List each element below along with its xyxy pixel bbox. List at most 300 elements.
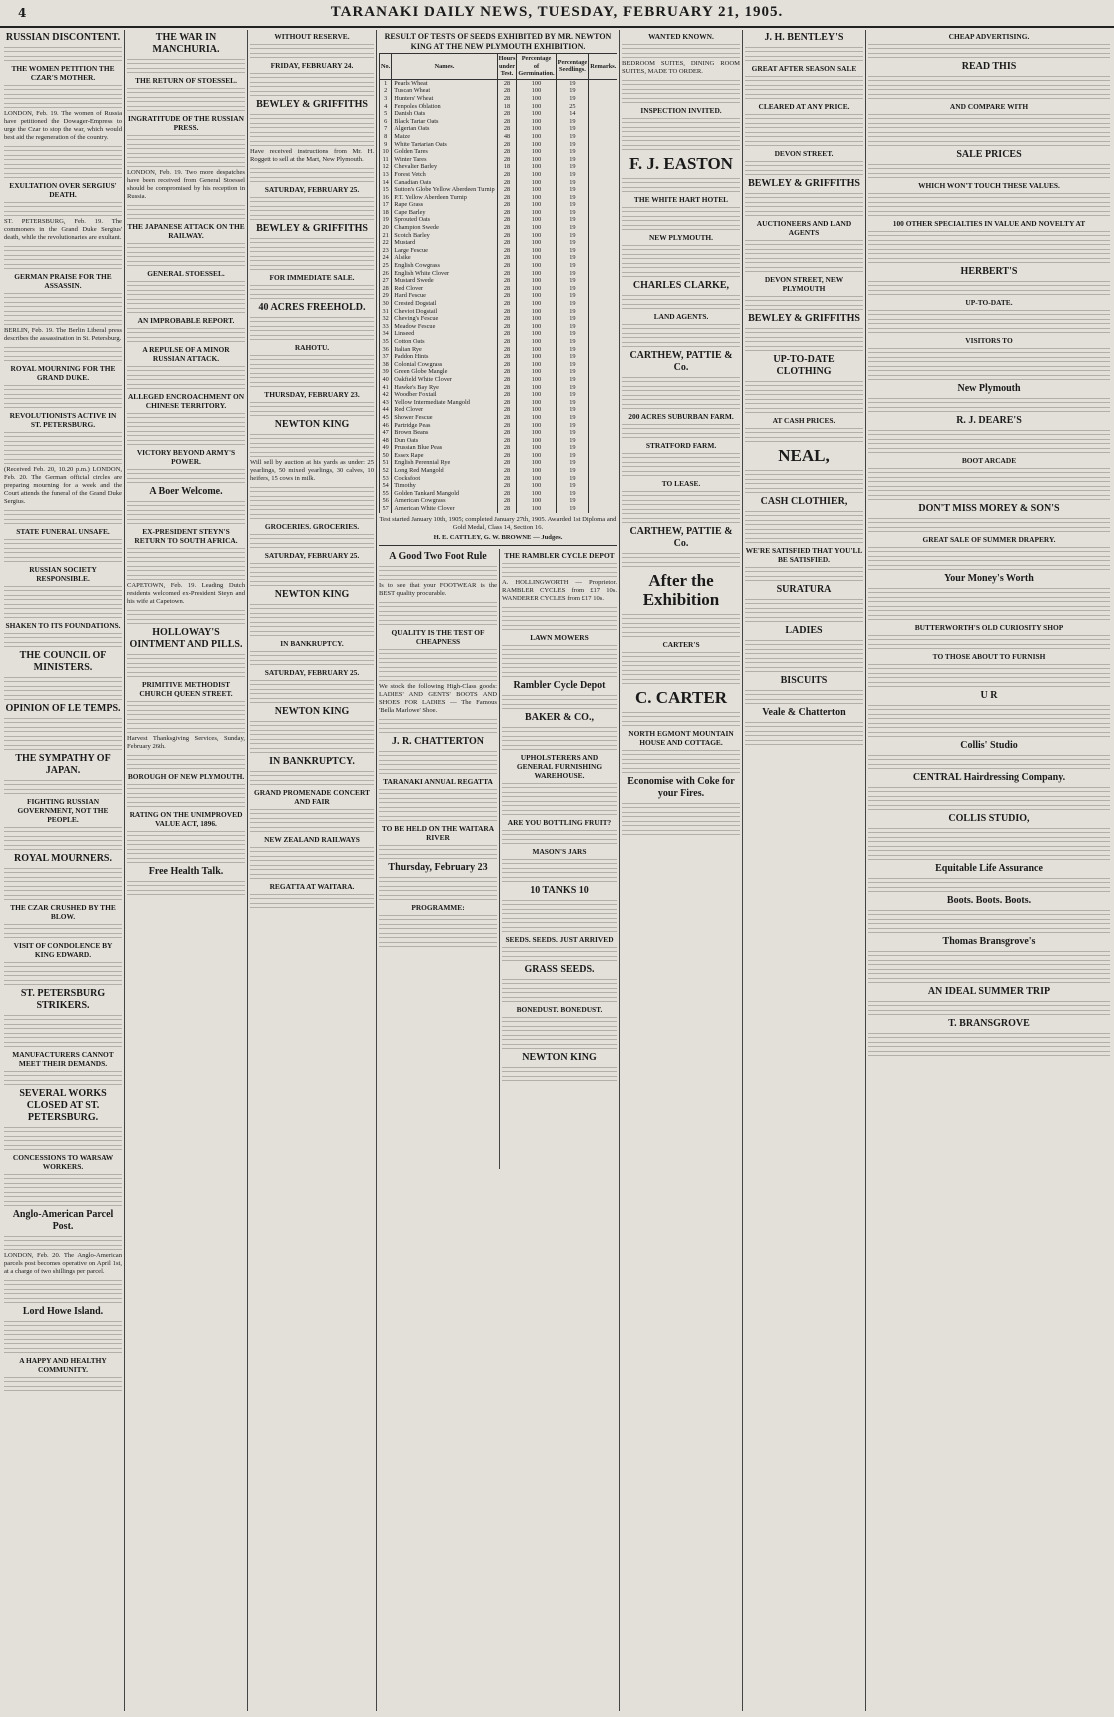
print-texture [127,508,245,516]
table-cell: 28 [497,346,517,354]
table-cell: 19 [380,216,392,224]
subheading: THE RETURN OF STOESSEL. [135,76,237,85]
print-texture [250,315,374,323]
print-texture [502,702,617,710]
table-cell [589,141,617,149]
table-cell [589,118,617,126]
table-cell: Crested Dogstail [392,300,497,308]
column-5 [502,549,617,1083]
print-texture [127,661,245,669]
column-rule [865,30,866,1711]
print-texture [250,441,374,449]
column-rule [742,30,743,1711]
column-rule [247,30,248,1711]
table-cell: 28 [497,148,517,156]
table-cell: 100 [517,292,556,300]
table-row [380,239,618,247]
print-texture [745,477,863,485]
print-texture [250,175,374,183]
table-row [380,467,618,475]
print-texture [502,1033,617,1041]
table-cell [589,315,617,323]
print-texture [4,354,122,362]
table-cell: 19 [556,391,589,399]
table-cell: 13 [380,171,392,179]
table-row [380,315,618,323]
print-texture [4,1031,122,1039]
table-cell: 100 [517,103,556,111]
table-row [380,277,618,285]
print-texture [250,901,374,909]
print-texture [4,675,122,683]
table-cell [589,103,617,111]
print-texture [4,162,122,170]
print-texture [745,647,863,655]
table-cell: Long Red Mangold [392,467,497,475]
print-texture [250,737,374,745]
print-texture [745,720,863,728]
table-cell [589,110,617,118]
table-cell: 40 [380,376,392,384]
table-cell: Sutton's Globe Yellow Aberdeen Turnip [392,186,497,194]
table-cell: Yellow Intermediate Mangold [392,399,497,407]
table-cell: 19 [556,505,589,513]
print-texture [502,570,617,578]
print-texture [622,498,740,506]
print-texture [868,917,1110,925]
table-cell: 100 [517,95,556,103]
table-cell: 100 [517,194,556,202]
print-texture [868,1049,1110,1057]
headline: HOLLOWAY'S OINTMENT AND PILLS. [129,627,243,650]
subheading: LAND AGENTS. [653,312,709,321]
print-texture [127,66,245,74]
print-texture [868,83,1110,91]
table-row [380,391,618,399]
subheading: WANTED KNOWN. [648,32,714,41]
subheading: THE WOMEN PETITION THE CZAR'S MOTHER. [11,64,115,82]
table-cell [589,376,617,384]
table-row [380,118,618,126]
print-texture [502,790,617,798]
print-texture [622,668,740,676]
print-texture [868,326,1110,334]
headline: OPINION OF LE TEMPS. [5,703,121,714]
print-texture [868,247,1110,255]
subheading: BOOT ARCADE [961,456,1017,465]
print-texture [622,460,740,468]
table-row [380,79,618,87]
table-cell: Shower Fescue [392,414,497,422]
print-texture [502,661,617,669]
table-cell: 100 [517,346,556,354]
print-texture [250,485,374,493]
headline: DON'T MISS MOREY & SON'S [918,503,1060,514]
table-row [380,505,618,513]
table-cell: 28 [497,79,517,87]
headline: LADIES [785,625,823,636]
print-texture [868,74,1110,82]
print-texture [622,650,740,658]
print-texture [868,730,1110,738]
print-texture [622,819,740,827]
table-cell: Black Tartar Oats [392,118,497,126]
print-texture [127,555,245,563]
print-texture [502,743,617,751]
print-texture [4,1199,122,1207]
subheading: VISITORS TO [965,336,1013,345]
body-text: (Received Feb. 20, 10.20 p.m.) LONDON, Feb. 20. The German official circles are preparing mourning for a week and the Court attends the funeral of the Grand Duke Sergius. [4,466,122,505]
print-texture [745,638,863,646]
table-cell: Paddon Hints [392,353,497,361]
print-texture [868,229,1110,237]
print-texture [250,892,374,900]
table-cell: 100 [517,444,556,452]
print-texture [502,693,617,701]
headline: THE WAR IN MANCHURIA. [152,32,220,55]
print-texture [622,116,740,124]
print-texture [868,200,1110,208]
print-texture [127,279,245,287]
print-texture [622,621,740,629]
print-texture [745,518,863,526]
print-texture [868,976,1110,984]
subheading: NEW ZEALAND RAILWAYS [264,835,360,844]
table-cell: Maize [392,133,497,141]
table-cell: 28 [497,308,517,316]
print-texture [745,168,863,176]
table-cell: 28 [497,232,517,240]
headline: SEVERAL WORKS CLOSED AT ST. PETERSBURG. [19,1088,107,1123]
print-texture [745,92,863,100]
print-texture [250,51,374,59]
table-row [380,323,618,331]
print-texture [868,484,1110,492]
print-texture [868,355,1110,363]
table-cell [589,133,617,141]
table-cell: 5 [380,110,392,118]
table-cell: Large Fescue [392,247,497,255]
seed-table-signatures: H. E. CATTLEY, G. W. BROWNE — Judges. [433,533,563,541]
table-cell: Golden Tares [392,148,497,156]
table-cell [589,361,617,369]
print-texture [622,293,740,301]
print-texture [502,866,617,874]
table-cell [589,239,617,247]
table-body [380,79,618,512]
table-cell: 100 [517,422,556,430]
print-texture [622,507,740,515]
table-cell: 19 [556,186,589,194]
print-texture [127,297,245,305]
print-texture [868,671,1110,679]
table-cell: 27 [380,277,392,285]
table-cell: 28 [497,87,517,95]
print-texture [745,130,863,138]
print-texture [127,499,245,507]
print-texture [4,517,122,525]
print-texture [127,699,245,707]
print-texture [127,617,245,625]
print-texture [745,615,863,623]
print-texture [250,409,374,417]
table-row [380,330,618,338]
print-texture [868,613,1110,621]
print-texture [868,42,1110,50]
print-texture [868,586,1110,594]
print-texture [4,1125,122,1133]
table-cell: 28 [497,384,517,392]
table-cell: 18 [497,163,517,171]
subheading: STRATFORD FARM. [645,441,717,450]
print-texture [250,400,374,408]
print-texture [868,428,1110,436]
body-text: CAPETOWN, Feb. 19. Leading Dutch residents welcomed ex-President Steyn and his wife at Capetown. [127,582,245,605]
newspaper-title: TARANAKI DAILY NEWS, TUESDAY, FEBRUARY 21, 1905. [330,4,784,20]
print-texture [868,209,1110,217]
table-cell [589,459,617,467]
table-cell: 100 [517,87,556,95]
print-texture [622,96,740,104]
table-cell [589,79,617,87]
print-texture [127,335,245,343]
headline: CARTHEW, PATTIE & Co. [629,526,733,549]
table-cell: Timothy [392,482,497,490]
print-texture [868,662,1110,670]
print-texture [250,333,374,341]
print-texture [127,326,245,334]
print-texture [127,306,245,314]
table-cell: 28 [497,429,517,437]
table-cell: 19 [556,254,589,262]
print-texture [250,204,374,212]
print-texture [745,406,863,414]
headline: NEWTON KING [274,589,350,600]
print-texture [4,884,122,892]
print-texture [4,546,122,554]
print-texture [868,826,1110,834]
table-cell [589,254,617,262]
subheading: TO LEASE. [661,479,701,488]
headline: BEWLEY & GRIFFITHS [256,223,368,234]
table-cell: Cocksfoot [392,475,497,483]
print-texture [4,144,122,152]
print-texture [868,1040,1110,1048]
table-cell: 42 [380,391,392,399]
table-cell: Sprouted Oats [392,216,497,224]
table-cell: 19 [556,353,589,361]
print-texture [745,74,863,82]
print-texture [379,843,497,851]
headline: BEWLEY & GRIFFITHS [748,313,860,324]
print-texture [745,247,863,255]
print-texture [745,45,863,53]
print-texture [745,527,863,535]
table-cell: 19 [556,429,589,437]
print-texture [622,42,740,50]
table-cell [589,209,617,217]
table-cell [589,171,617,179]
print-texture [379,913,497,921]
table-cell: 19 [556,459,589,467]
subheading: UPHOLSTERERS AND GENERAL FURNISHING WAREHOUSE. [516,752,603,780]
print-texture [127,467,245,475]
headline: THE SYMPATHY OF JAPAN. [15,753,111,776]
print-texture [745,738,863,746]
print-texture [502,643,617,651]
headline: ROYAL MOURNERS. [14,853,112,864]
table-cell: 19 [556,315,589,323]
table-cell: 51 [380,459,392,467]
print-texture [4,693,122,701]
headline: RUSSIAN DISCONTENT. [5,32,121,43]
column-rule [619,30,620,1711]
subheading: GROCERIES. GROCERIES. [264,522,360,531]
print-texture [379,922,497,930]
print-texture [127,288,245,296]
table-cell: 28 [497,315,517,323]
table-cell: 19 [556,482,589,490]
table-cell: 52 [380,467,392,475]
table-cell: 19 [556,179,589,187]
subheading: RATING ON THE UNIMPROVED VALUE ACT, 1896. [129,810,243,828]
subheading: SATURDAY, FEBRUARY 25. [264,668,360,677]
headline: SALE PRICES [956,149,1022,160]
headline: 10 TANKS 10 [530,884,589,896]
table-cell: 100 [517,482,556,490]
masthead [0,0,1114,28]
print-texture [4,1181,122,1189]
print-texture [127,753,245,761]
table-cell [589,475,617,483]
table-cell: 28 [497,118,517,126]
table-row [380,247,618,255]
table-cell: Winter Tares [392,156,497,164]
print-texture [250,263,374,271]
table-cell: 19 [556,414,589,422]
table-cell: 19 [556,444,589,452]
table-cell: 28 [497,497,517,505]
print-texture [250,254,374,262]
table-row [380,452,618,460]
table-row [380,163,618,171]
table-row [380,201,618,209]
table-cell: 28 [497,110,517,118]
subheading: BOROUGH OF NEW PLYMOUTH. [127,772,245,781]
subheading: AUCTIONEERS AND LAND AGENTS [756,219,852,237]
print-texture [745,565,863,573]
print-texture [745,729,863,737]
table-cell: 100 [517,505,556,513]
subheading: THE CZAR CRUSHED BY THE BLOW. [10,903,116,921]
table-cell: 54 [380,482,392,490]
subheading: ROYAL MOURNING FOR THE GRAND DUKE. [10,364,116,382]
headline: 40 ACRES FREEHOLD. [258,302,366,313]
print-texture [868,554,1110,562]
subheading: TARANAKI ANNUAL REGATTA [383,776,493,786]
subheading: REVOLUTIONISTS ACTIVE IN ST. PETERSBURG. [9,411,117,429]
print-texture [379,884,497,892]
table-cell: 38 [380,361,392,369]
subheading: LAWN MOWERS [530,632,589,642]
headline: BISCUITS [780,675,828,686]
print-texture [745,200,863,208]
table-row [380,171,618,179]
table-cell: 28 [497,452,517,460]
table-cell: Pearls Wheat [392,79,497,87]
print-texture [250,678,374,686]
print-texture [868,317,1110,325]
table-cell: 10 [380,148,392,156]
print-texture [4,392,122,400]
column-header: Names. [392,54,497,80]
column-8 [868,30,1110,1711]
subheading: WITHOUT RESERVE. [274,32,350,41]
print-texture [250,166,374,174]
table-cell: 28 [497,156,517,164]
print-texture [4,171,122,179]
print-texture [250,561,374,569]
print-texture [745,265,863,273]
print-texture [868,703,1110,711]
print-texture [502,623,617,631]
table-cell: 19 [556,262,589,270]
print-texture [868,712,1110,720]
table-cell: 100 [517,216,556,224]
table-cell: 19 [556,376,589,384]
table-row [380,262,618,270]
print-texture [4,209,122,217]
print-texture [502,977,617,985]
print-texture [745,209,863,217]
headline: A Boer Welcome. [149,486,223,497]
table-cell: 100 [517,497,556,505]
subheading: FIGHTING RUSSIAN GOVERNMENT, NOT THE PEOPLE. [17,797,109,824]
print-texture [127,652,245,660]
print-texture [250,746,374,754]
table-row [380,95,618,103]
print-texture [4,1134,122,1142]
table-cell [589,437,617,445]
print-texture [745,344,863,352]
table-cell: 28 [497,224,517,232]
subheading: VICTORY BEYOND ARMY'S POWER. [136,448,236,466]
table-cell [589,194,617,202]
table-cell: 19 [556,232,589,240]
headline: T. BRANSGROVE [948,1018,1030,1029]
headline: A Good Two Foot Rule [389,550,487,562]
print-texture [745,326,863,334]
print-texture [4,1337,122,1345]
table-cell: 19 [556,308,589,316]
table-row [380,429,618,437]
print-texture [622,810,740,818]
print-texture [4,153,122,161]
print-texture [250,362,374,370]
print-texture [4,734,122,742]
print-texture [379,726,497,734]
print-texture [622,630,740,638]
subheading: CHEAP ADVERTISING. [948,32,1030,41]
column-header: Hours under Test. [497,54,517,80]
table-cell: 28 [497,406,517,414]
subheading: IN BANKRUPTCY. [280,639,344,648]
print-texture [4,1172,122,1180]
table-cell: 28 [497,247,517,255]
print-texture [127,104,245,112]
table-cell: Linseed [392,330,497,338]
subheading: THURSDAY, FEBRUARY 23. [264,390,360,399]
